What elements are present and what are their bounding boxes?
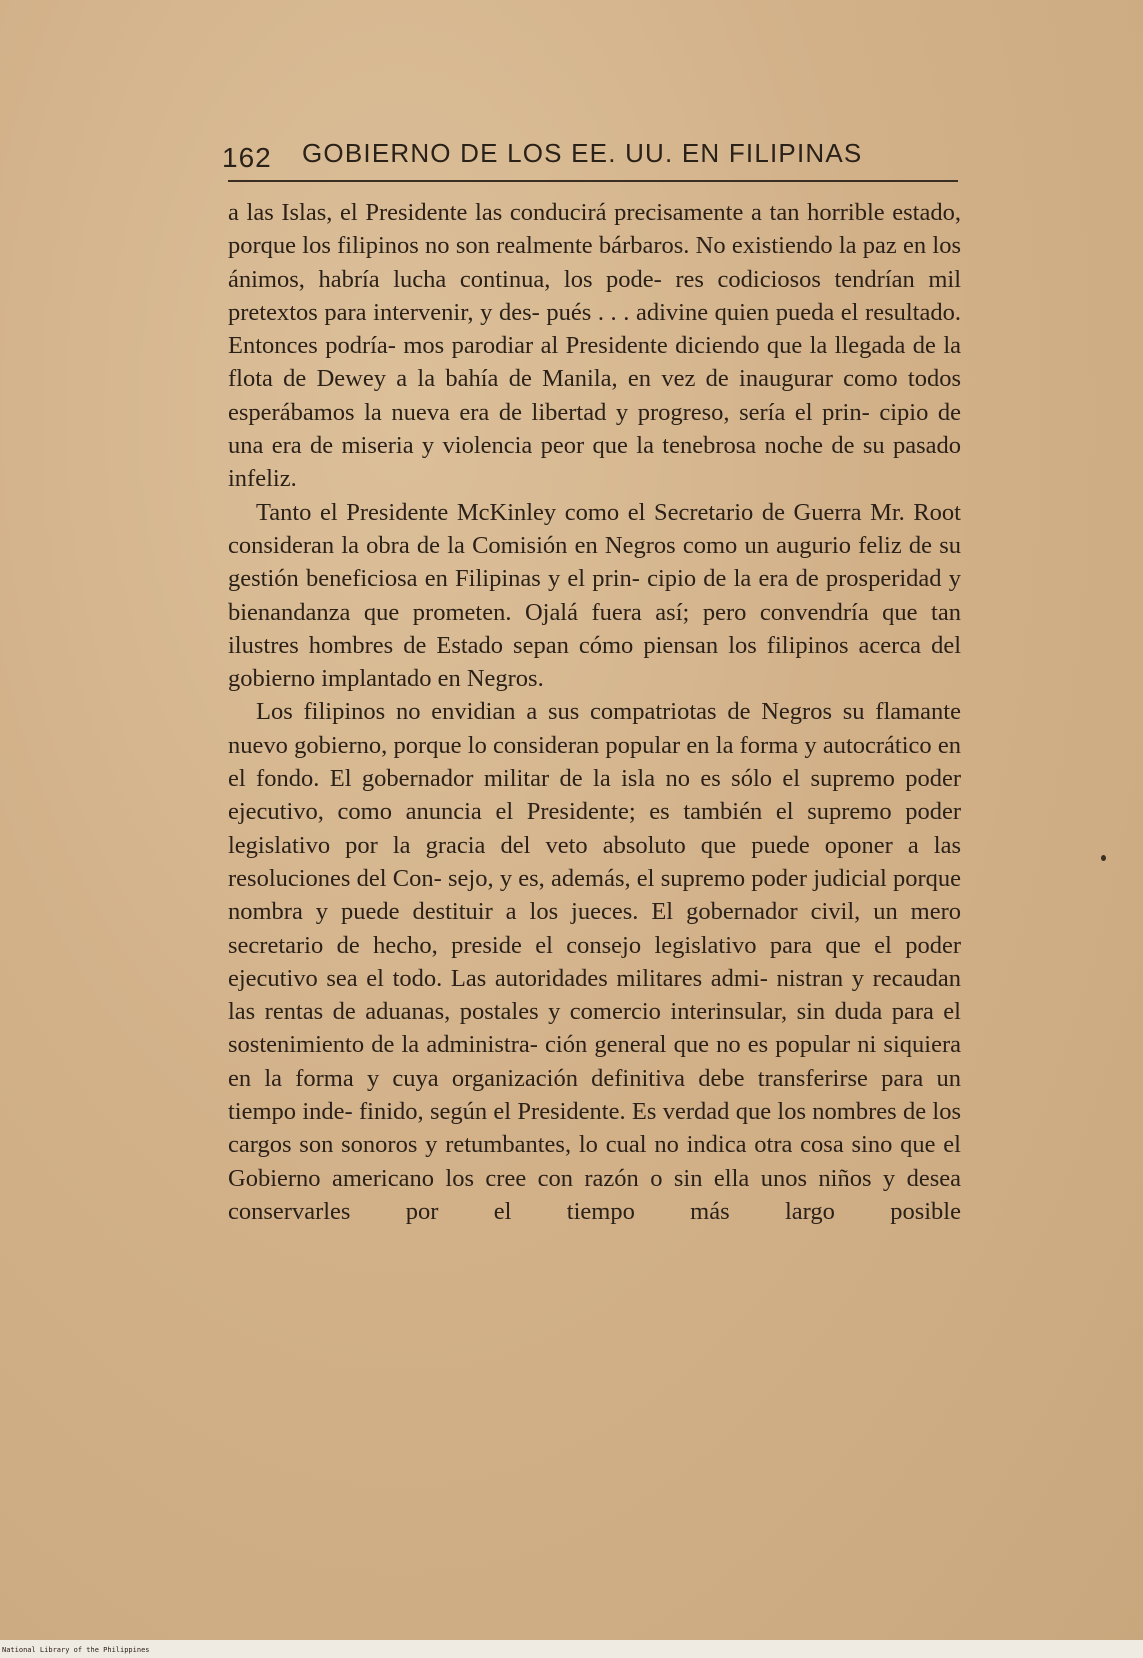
page-number: 162 xyxy=(222,142,272,173)
paragraph-2: Tanto el Presidente McKinley como el Secretario de Guerra Mr. Root consideran la obra de la Comisión en Negros como un augurio feliz de su gestión beneficiosa en Filipinas y el prin- cipio de la era de prosperidad y bienandanza que prometen. Ojalá fuera así; pero convendría que tan ilustres hombres de Estado sepan cómo piensan los filipinos acerca del gobierno implantado en Negros. xyxy=(228,498,961,693)
page-header xyxy=(222,136,957,176)
body-text xyxy=(228,196,961,1228)
footer-strip xyxy=(0,1640,1143,1658)
paragraph-3: Los filipinos no envidian a sus compatriotas de Negros su flamante nuevo gobierno, porque lo consideran popular en la forma y autocrático en el fondo. El gobernador militar de la isla no es sólo el supremo poder ejecutivo, como anuncia el Presidente; es también el supremo poder legislativo por la gracia del veto absoluto que puede oponer a las resoluciones del Con- sejo, y es, además, el supremo poder judicial porque nombra y puede destituir a los jueces. El gobernador civil, un mero secretario de hecho, preside el consejo legislativo para que el poder ejecutivo sea el todo. Las autoridades militares admi- nistran y recaudan las rentas de aduanas, postales y comercio interinsular, sin duda para el sostenimiento de la administra- ción general que no es popular ni siquiera en la forma y cuya organización definitiva debe transferirse para un tiempo inde- finido, según el Presidente. Es verdad que los nombres de los cargos son sonoros y retumbantes, lo cual no indica otra cosa sino que el Gobierno americano los cree con razón o sin ella unos niños y desea conservarles por el tiempo más largo posible xyxy=(228,698,961,1225)
running-title: GOBIERNO DE LOS EE. UU. EN FILIPINAS xyxy=(302,138,863,168)
library-credit: National Library of the Philippines xyxy=(2,1646,150,1654)
header-rule xyxy=(228,180,958,182)
paragraph-1: a las Islas, el Presidente las conducirá precisamente a tan horrible estado, porque los filipinos no son realmente bárbaros. No existiendo la paz en los ánimos, habría lucha continua, los pode- res codiciosos tendrían mil pretextos para intervenir, y des- pués . . . adivine quien pueda el resultado. Entonces podría- mos parodiar al Presidente diciendo que la llegada de la flota de Dewey a la bahía de Manila, en vez de inaugurar como todos esperábamos la nueva era de libertad y progreso, sería el prin- cipio de una era de miseria y violencia peor que la tenebrosa noche de su pasado infeliz. xyxy=(228,199,961,493)
paper-speck xyxy=(1101,855,1106,861)
